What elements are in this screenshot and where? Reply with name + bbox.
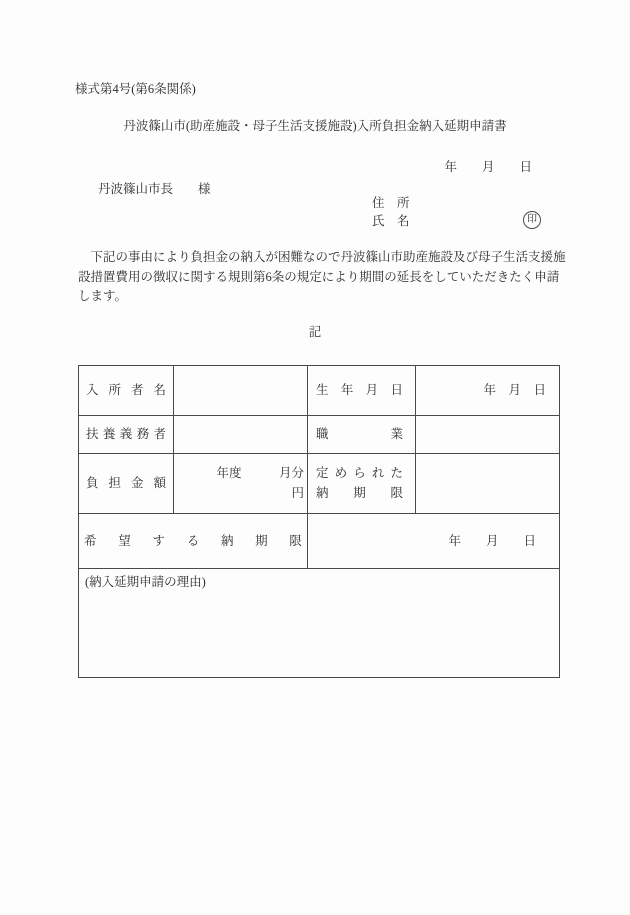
- resident-name-label-cell: [79, 366, 174, 416]
- desired-deadline-input-cell: 年 月 日: [308, 514, 560, 569]
- set-deadline-label-cell: [308, 454, 416, 514]
- amount-label: 負 担 金 額: [86, 476, 166, 490]
- body-paragraph: [78, 248, 564, 307]
- birth-date-input-cell: 年 月 日: [416, 366, 560, 416]
- birth-date-label: 生 年 月 日: [316, 383, 403, 397]
- addressee-name: 丹波篠山市長: [98, 182, 174, 196]
- reason-input-cell: [79, 569, 560, 678]
- addressee-line: [98, 182, 211, 197]
- table-row-desired-deadline: [79, 514, 560, 569]
- addressee-honorific: 様: [198, 182, 211, 196]
- supporter-input-cell: [174, 416, 308, 454]
- table-row-resident: [79, 366, 560, 416]
- table-row-reason: [79, 569, 560, 678]
- occupation-input-cell: [416, 416, 560, 454]
- body-paragraph-line-3: します。: [78, 289, 128, 303]
- date-line: 年 月 日: [444, 160, 532, 174]
- record-heading: 記: [308, 325, 322, 339]
- supporter-label: 扶 養 義 務 者: [86, 427, 166, 441]
- amount-input-cell: [174, 454, 308, 514]
- occupation-label: 職 業: [316, 427, 403, 441]
- table-row-amount: [79, 454, 560, 514]
- application-details-table: [78, 365, 560, 678]
- body-paragraph-line-2: 設措置費用の徴収に関する規則第6条の規定により期間の延長をしていただきたく申請: [78, 269, 560, 284]
- table-row-supporter: [79, 416, 560, 454]
- set-deadline-input-cell: [416, 454, 560, 514]
- seal-stamp-icon: 印: [523, 211, 541, 229]
- resident-name-input-cell: [174, 366, 308, 416]
- body-paragraph-line-1: 下記の事由により負担金の納入が困難なので丹波篠山市助産施設及び母子生活支援施: [78, 250, 566, 264]
- form-number: 様式第4号(第6条関係): [75, 82, 196, 96]
- set-deadline-label-line-1: 定 め ら れ た: [316, 466, 403, 480]
- reason-label: (納入延期申請の理由): [85, 575, 206, 589]
- name-label: 氏 名: [372, 214, 410, 228]
- amount-yen-text: 円: [291, 486, 304, 500]
- form-title: 丹波篠山市(助産施設・母子生活支援施設)入所負担金納入延期申請書: [123, 119, 507, 133]
- occupation-label-cell: [308, 416, 416, 454]
- birth-date-label-cell: [308, 366, 416, 416]
- supporter-label-cell: [79, 416, 174, 454]
- address-label: 住 所: [372, 196, 410, 210]
- amount-period-text: 年度 月分: [216, 466, 304, 480]
- desired-deadline-label-cell: [79, 514, 308, 569]
- set-deadline-label-line-2: 納 期 限: [316, 486, 403, 500]
- resident-name-label: 入 所 者 名: [86, 383, 166, 397]
- amount-label-cell: [79, 454, 174, 514]
- desired-deadline-label: 希 望 す る 納 期 限: [84, 533, 302, 548]
